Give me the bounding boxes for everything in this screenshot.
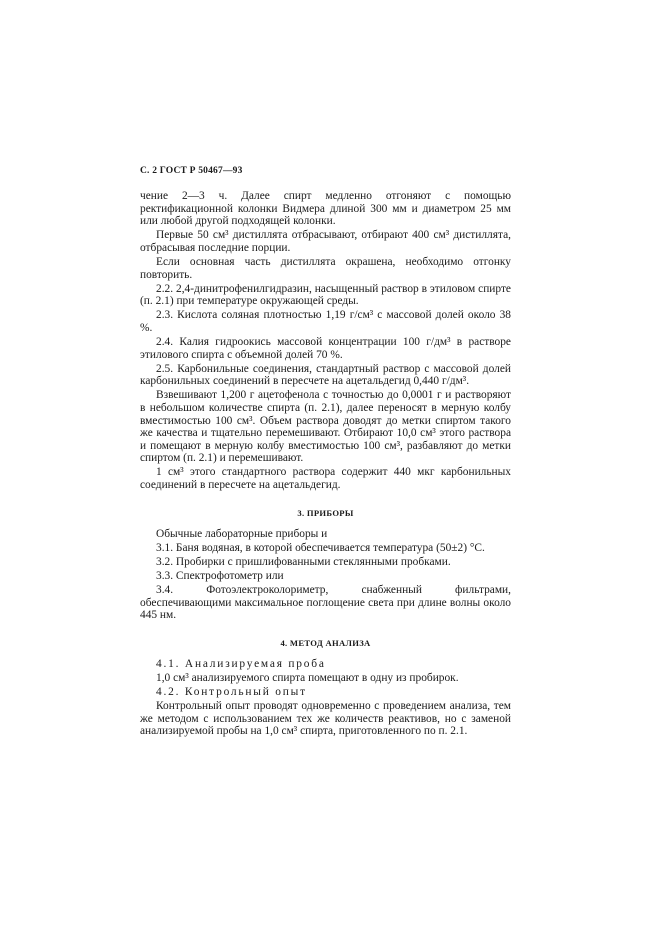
paragraph: 1 см³ этого стандартного раствора содержит 440 мкг карбонильных соединений в пересчете на ацетальдегид. (140, 466, 511, 492)
subsection-title-text: 4.2. Контрольный опыт (156, 686, 307, 698)
section-4-body (140, 658, 511, 738)
paragraph: Если основная часть дистиллята окрашена, необходимо отгонку повторить. (140, 255, 511, 281)
paragraph-3-1: 3.1. Баня водяная, в которой обеспечивается температура (50±2) °С. (156, 541, 485, 554)
paragraph-2-4: 2.4. Калия гидроокись массовой концентрации 100 г/дм³ в растворе этилового спирта с объемной долей 70 %. (140, 336, 511, 361)
paragraph-3-3: 3.3. Спектрофотометр или (156, 569, 284, 582)
paragraph: Обычные лабораторные приборы и (156, 527, 328, 540)
paragraph-2-5: 2.5. Карбонильные соединения, стандартный раствор с массовой долей карбонильных соединений в пересчете на ацетальдегид 0,440 г/дм³. (140, 362, 511, 388)
section-3-body (140, 528, 511, 622)
subsection-4-2-title (140, 686, 511, 699)
paragraph-3-2: 3.2. Пробирки с пришлифованными стеклянными пробками. (156, 555, 451, 568)
paragraph-2-2: 2.2. 2,4-динитрофенилгидразин, насыщенный раствор в этиловом спирте (п. 2.1) при температуре окружающей среды. (140, 282, 511, 308)
section-2-continuation (140, 190, 511, 492)
paragraph-3-4: 3.4. Фотоэлектроколориметр, снабженный фильтрами, обеспечивающими максимальное поглощение света при длине волны около 445 нм. (140, 584, 511, 622)
section-4-title: 4. МЕТОД АНАЛИЗА (280, 637, 371, 648)
subsection-title-text: 4.1. Анализируемая проба (156, 657, 326, 670)
paragraph: Первые 50 см³ дистиллята отбрасывают, отбирают 400 см³ дистиллята, отбрасывая последние порции. (140, 229, 511, 254)
paragraph: Взвешивают 1,200 г ацетофенола с точностью до 0,0001 г и растворяют в небольшом количестве спирта (п. 2.1), далее переносят в мерную колбу вместимостью 100 см³. Объем раствора доводят до метки спиртом такого же качества и тщательно перемешивают. Отбирают 10,0 см³ этого раствора и помещают в мерную колбу вместимостью 100 см³, разбавляют до метки спиртом (п. 2.1) и перемешивают. (140, 389, 511, 465)
paragraph-2-3: 2.3. Кислота соляная плотностью 1,19 г/см³ с массовой долей около 38 %. (140, 309, 511, 334)
document-page (140, 166, 511, 739)
paragraph: 1,0 см³ анализируемого спирта помещают в одну из пробирок. (156, 671, 459, 684)
paragraph: чение 2—3 ч. Далее спирт медленно отгоняют с помощью ректификационной колонки Видмера длиной 300 мм и диаметром 25 мм или любой другой подходящей колонки. (140, 190, 511, 228)
running-head: С. 2 ГОСТ Р 50467—93 (140, 166, 243, 176)
paragraph: Контрольный опыт проводят одновременно с проведением анализа, тем же методом с использованием тех же количеств реактивов, но с заменой анализируемой пробы на 1,0 см³ спирта, приготовленного по п. 2.1. (140, 700, 511, 738)
section-3-title: 3. ПРИБОРЫ (297, 507, 354, 518)
subsection-4-1-title (140, 658, 511, 671)
